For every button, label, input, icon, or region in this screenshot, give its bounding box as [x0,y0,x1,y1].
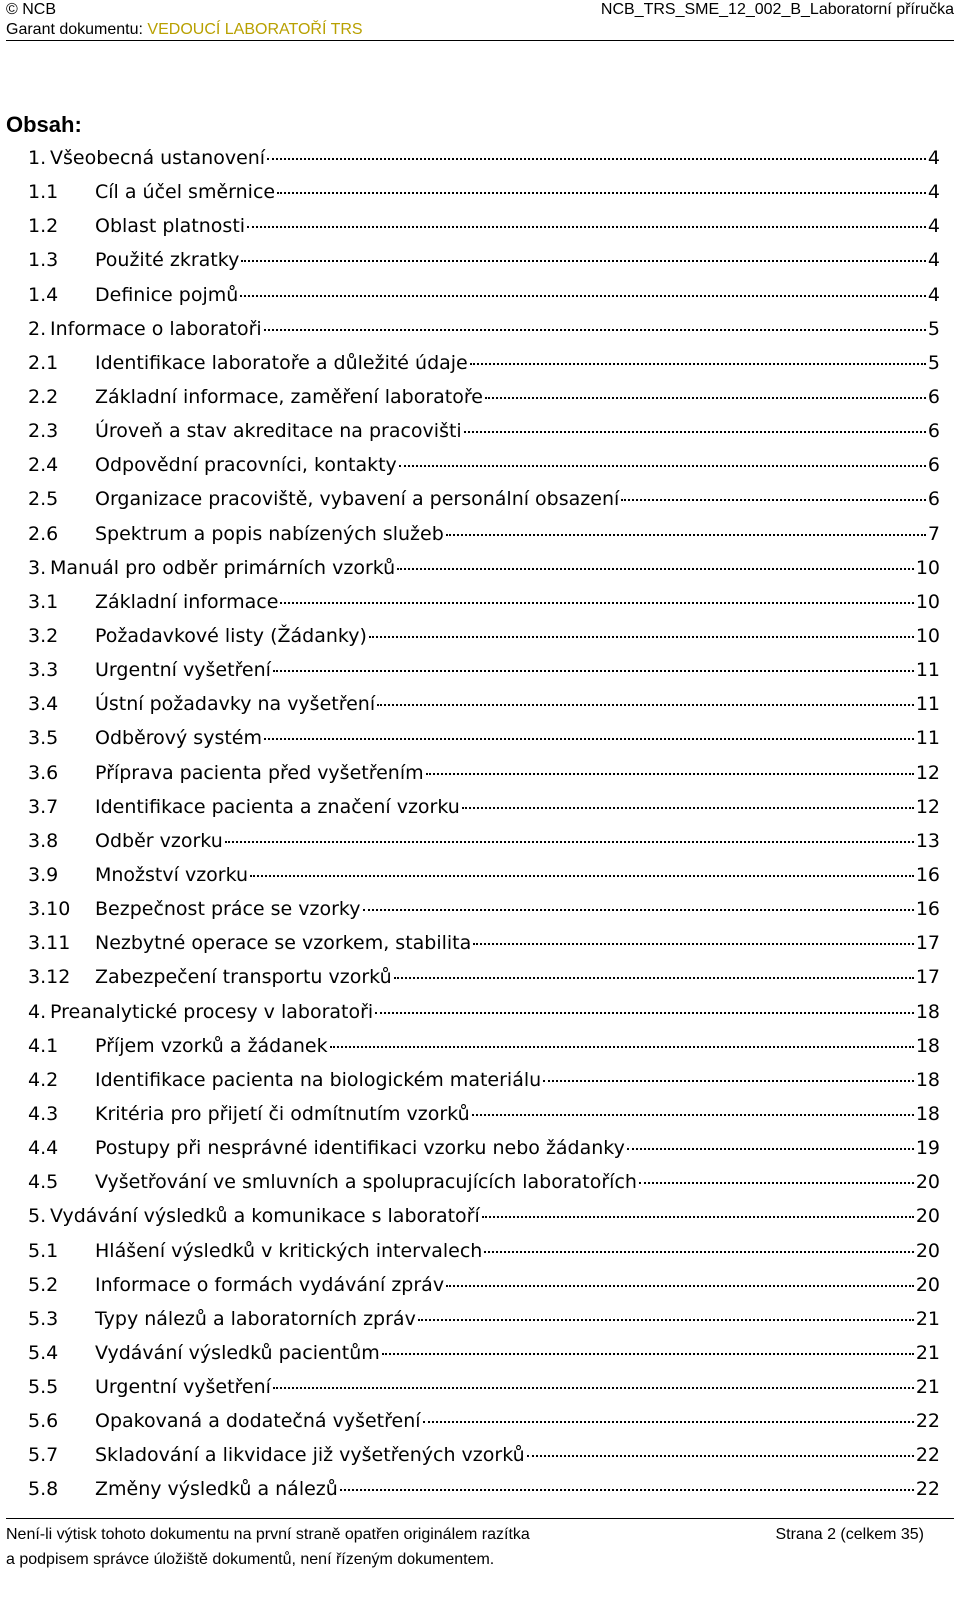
toc-entry-number: 2.6 [28,522,59,545]
toc-entry-page-number: 18 [915,1068,940,1091]
toc-entry-page-number: 5 [927,317,940,340]
toc-entry[interactable] [28,960,940,994]
toc-dot-leader [482,1215,914,1218]
toc-entry-number: 1.4 [28,283,59,306]
toc-dot-leader [241,259,926,262]
toc-entry-title: Spektrum a popis nabízených služeb [95,522,444,545]
toc-entry[interactable] [28,1438,940,1472]
toc-entry-number: 4.3 [28,1102,59,1125]
toc-entry-page-number: 20 [915,1205,940,1228]
toc-entry-title: Základní informace, zaměření laboratoře [95,385,483,408]
toc-entry-number: 5.8 [28,1478,59,1501]
toc-dot-leader [225,840,914,843]
controlled-copy-notice-line1: Není-li výtisk tohoto dokumentu na první straně opatřen originálem razítka [6,1526,530,1543]
toc-entry-page-number: 21 [915,1307,940,1330]
toc-dot-leader [446,1284,914,1287]
header-bottom-row [6,20,954,40]
toc-dot-leader [527,1454,914,1457]
toc-entry-title: Použité zkratky [95,249,240,272]
toc-entry-number: 2.2 [28,385,59,408]
toc-entry-number: 5.2 [28,1273,59,1296]
toc-entry-number: 2. [28,317,47,340]
toc-entry-page-number: 22 [915,1410,940,1433]
toc-dot-leader [423,1420,914,1423]
toc-entry[interactable] [28,1370,940,1404]
toc-dot-leader [280,601,913,604]
toc-entry-page-number: 4 [927,283,940,306]
toc-entry-page-number: 6 [927,385,940,408]
toc-entry-number: 5.1 [28,1239,59,1262]
page-number-info: Strana 2 (celkem 35) [775,1526,924,1543]
toc-entry-page-number: 10 [915,556,940,579]
toc-dot-leader [426,772,914,775]
toc-entry-page-number: 22 [915,1444,940,1467]
toc-entry[interactable] [28,175,940,209]
toc-entry-number: 3.2 [28,624,59,647]
toc-entry[interactable] [28,141,940,175]
toc-entry-number: 3.1 [28,590,59,613]
footer-row-2 [6,1547,954,1572]
toc-entry[interactable] [28,1097,940,1131]
toc-dot-leader [340,1488,914,1491]
toc-entry-page-number: 11 [915,693,940,716]
toc-dot-leader [639,1181,914,1184]
toc-dot-leader [277,191,926,194]
toc-dot-leader [418,1318,914,1321]
toc-entry-page-number: 18 [915,1000,940,1023]
toc-entry-page-number: 21 [915,1376,940,1399]
toc-entry[interactable] [28,1063,940,1097]
toc-entry-number: 4.5 [28,1171,59,1194]
toc-entry-title: Příprava pacienta před vyšetřením [95,761,424,784]
toc-entry[interactable] [28,414,940,448]
toc-entry-title: Informace o formách vydávání zpráv [95,1273,445,1296]
toc-entry-page-number: 10 [915,590,940,613]
toc-entry-title: Požadavkové listy (Žádanky) [95,624,367,647]
toc-entry-title: Vydávání výsledků a komunikace s laboratoří [50,1205,480,1228]
toc-entry-title: Organizace pracoviště, vybavení a personální obsazení [95,488,620,511]
toc-heading: Obsah: [6,112,82,137]
toc-entry-title: Úroveň a stav akreditace na pracovišti [95,420,462,443]
toc-entry[interactable] [28,619,940,653]
toc-entry-title: Bezpečnost práce se vzorky [95,898,361,921]
toc-entry-number: 4.1 [28,1034,59,1057]
toc-dot-leader [375,1011,914,1014]
toc-entry[interactable] [28,721,940,755]
toc-entry[interactable] [28,551,940,585]
toc-dot-leader [247,225,926,228]
toc-entry-number: 3.6 [28,761,59,784]
toc-entry-title: Identifikace laboratoře a důležité údaje [95,351,468,374]
toc-entry[interactable] [28,1234,940,1268]
toc-entry-page-number: 22 [915,1478,940,1501]
toc-dot-leader [484,1250,913,1253]
page-footer [6,1518,954,1572]
toc-entry[interactable] [28,482,940,516]
toc-entry-number: 3. [28,556,47,579]
toc-entry-number: 1.1 [28,181,59,204]
toc-entry-number: 3.12 [28,966,71,989]
toc-entry-number: 3.10 [28,898,71,921]
toc-entry-number: 1.3 [28,249,59,272]
toc-entry-title: Opakovaná a dodatečná vyšetření [95,1410,421,1433]
toc-dot-leader [472,1113,914,1116]
toc-entry-page-number: 20 [915,1273,940,1296]
toc-entry[interactable] [28,858,940,892]
toc-entry-title: Manuál pro odběr primárních vzorků [50,556,396,579]
toc-entry-number: 5.7 [28,1444,59,1467]
toc-entry-title: Příjem vzorků a žádanek [95,1034,328,1057]
toc-entry[interactable] [28,1336,940,1370]
toc-entry-number: 5.4 [28,1341,59,1364]
guarantor [6,20,363,40]
toc-entry-number: 2.5 [28,488,59,511]
toc-entry-page-number: 4 [927,215,940,238]
toc-entry[interactable] [28,653,940,687]
toc-dot-leader [264,737,914,740]
toc-entry-title: Ústní požadavky na vyšetření [95,693,376,716]
toc-dot-leader [485,396,926,399]
toc-entry-number: 4.2 [28,1068,59,1091]
toc-entry[interactable] [28,585,940,619]
footer-row-1 [6,1522,954,1547]
toc-entry-title: Postupy při nesprávné identifikaci vzorku nebo žádanky [95,1137,625,1160]
toc-entry[interactable] [28,1131,940,1165]
toc-dot-leader [394,976,914,979]
toc-entry[interactable] [28,346,940,380]
table-of-contents [28,141,940,1507]
toc-entry-page-number: 13 [915,829,940,852]
guarantor-value: VEDOUCÍ LABORATOŘÍ TRS [147,21,363,38]
toc-entry-number: 1.2 [28,215,59,238]
toc-entry-title: Urgentní vyšetření [95,659,271,682]
toc-entry-page-number: 18 [915,1102,940,1125]
toc-entry[interactable] [28,1472,940,1506]
document-code: NCB_TRS_SME_12_002_B_Laboratorní příručka [600,1,954,18]
toc-entry-title: Identifikace pacienta na biologickém materiálu [95,1068,542,1091]
toc-entry[interactable] [28,209,940,243]
toc-entry-title: Hlášení výsledků v kritických intervalech [95,1239,483,1262]
toc-entry[interactable] [28,1165,940,1199]
toc-entry-number: 3.5 [28,727,59,750]
toc-entry-title: Odběrový systém [95,727,263,750]
toc-entry-title: Vydávání výsledků pacientům [95,1341,380,1364]
toc-dot-leader [240,294,926,297]
toc-dot-leader [446,533,926,536]
toc-entry-number: 5.3 [28,1307,59,1330]
toc-entry[interactable] [28,790,940,824]
toc-entry-title: Odběr vzorku [95,829,223,852]
toc-entry-page-number: 4 [927,147,940,169]
toc-dot-leader [273,1386,914,1389]
toc-entry-title: Množství vzorku [95,863,249,886]
toc-entry-number: 5. [28,1205,47,1228]
toc-entry-number: 2.3 [28,420,59,443]
toc-dot-leader [621,498,926,501]
toc-entry-number: 4. [28,1000,47,1023]
toc-entry[interactable] [28,380,940,414]
toc-entry-page-number: 11 [915,659,940,682]
toc-entry-page-number: 12 [915,795,940,818]
toc-dot-leader [464,430,926,433]
toc-entry[interactable] [28,1199,940,1233]
toc-entry-page-number: 6 [927,454,940,477]
toc-entry-page-number: 4 [927,249,940,272]
toc-entry-number: 2.1 [28,351,59,374]
toc-dot-leader [543,1079,914,1082]
toc-entry-page-number: 6 [927,488,940,511]
toc-entry[interactable] [28,1302,940,1336]
toc-dot-leader [397,567,914,570]
toc-dot-leader [273,669,914,672]
toc-entry-number: 4.4 [28,1137,59,1160]
toc-dot-leader [250,874,914,877]
toc-dot-leader [462,806,914,809]
toc-entry-title: Odpovědní pracovníci, kontakty [95,454,397,477]
toc-dot-leader [330,1045,914,1048]
toc-entry-number: 1. [28,147,47,169]
toc-entry-number: 3.9 [28,863,59,886]
toc-entry-title: Všeobecná ustanovení [50,147,266,169]
header-top-row [6,0,954,20]
toc-entry-page-number: 16 [915,863,940,886]
toc-entry-title: Cíl a účel směrnice [95,181,276,204]
guarantor-label: Garant dokumentu: [6,21,143,38]
toc-entry-title: Nezbytné operace se vzorkem, stabilita [95,932,472,955]
toc-dot-leader [377,703,914,706]
toc-entry[interactable] [28,1268,940,1302]
toc-entry-number: 5.6 [28,1410,59,1433]
toc-entry[interactable] [28,448,940,482]
toc-entry[interactable] [28,243,940,277]
toc-dot-leader [363,908,914,911]
toc-entry[interactable] [28,1029,940,1063]
toc-entry[interactable] [28,687,940,721]
toc-entry-number: 3.7 [28,795,59,818]
toc-entry[interactable] [28,312,940,346]
toc-entry[interactable] [28,278,940,312]
toc-entry-page-number: 16 [915,898,940,921]
toc-entry-number: 3.3 [28,659,59,682]
toc-entry-page-number: 4 [927,181,940,204]
toc-dot-leader [627,1147,914,1150]
page-header [6,0,954,41]
toc-entry[interactable] [28,995,940,1029]
controlled-copy-notice-line2: a podpisem správce úložiště dokumentů, není řízeným dokumentem. [6,1551,495,1568]
toc-entry[interactable] [28,892,940,926]
toc-entry-page-number: 21 [915,1341,940,1364]
toc-dot-leader [382,1352,914,1355]
toc-entry-page-number: 12 [915,761,940,784]
toc-entry-number: 3.4 [28,693,59,716]
toc-dot-leader [267,157,926,160]
toc-entry-page-number: 11 [915,727,940,750]
toc-entry-number: 5.5 [28,1376,59,1399]
toc-entry[interactable] [28,756,940,790]
toc-entry[interactable] [28,926,940,960]
toc-entry-page-number: 19 [915,1137,940,1160]
toc-entry-number: 3.8 [28,829,59,852]
toc-entry-page-number: 10 [915,624,940,647]
toc-entry-page-number: 20 [915,1239,940,1262]
toc-entry[interactable] [28,824,940,858]
toc-dot-leader [264,328,926,331]
toc-dot-leader [470,362,926,365]
toc-entry-title: Oblast platnosti [95,215,246,238]
toc-entry-number: 2.4 [28,454,59,477]
toc-entry-page-number: 7 [927,522,940,545]
copyright-text: © NCB [6,1,57,18]
toc-entry[interactable] [28,1404,940,1438]
toc-entry-title: Kritéria pro přijetí či odmítnutím vzorků [95,1102,470,1125]
toc-entry[interactable] [28,517,940,551]
toc-entry-title: Zabezpečení transportu vzorků [95,966,392,989]
toc-entry-page-number: 17 [915,932,940,955]
toc-entry-page-number: 17 [915,966,940,989]
toc-entry-title: Změny výsledků a nálezů [95,1478,338,1501]
toc-entry-page-number: 5 [927,351,940,374]
toc-dot-leader [473,942,914,945]
toc-entry-title: Informace o laboratoři [50,317,262,340]
toc-entry-title: Urgentní vyšetření [95,1376,271,1399]
toc-entry-page-number: 18 [915,1034,940,1057]
toc-entry-title: Vyšetřování ve smluvních a spolupracujících laboratořích [95,1171,637,1194]
toc-entry-title: Identifikace pacienta a značení vzorku [95,795,460,818]
toc-entry-number: 3.11 [28,932,71,955]
toc-entry-title: Skladování a likvidace již vyšetřených vzorků [95,1444,525,1467]
toc-entry-title: Typy nálezů a laboratorních zpráv [95,1307,416,1330]
toc-dot-leader [369,635,914,638]
toc-entry-page-number: 20 [915,1171,940,1194]
toc-entry-title: Definice pojmů [95,283,239,306]
toc-entry-page-number: 6 [927,420,940,443]
toc-entry-title: Základní informace [95,590,279,613]
toc-entry-title: Preanalytické procesy v laboratoři [50,1000,374,1023]
toc-dot-leader [399,464,926,467]
